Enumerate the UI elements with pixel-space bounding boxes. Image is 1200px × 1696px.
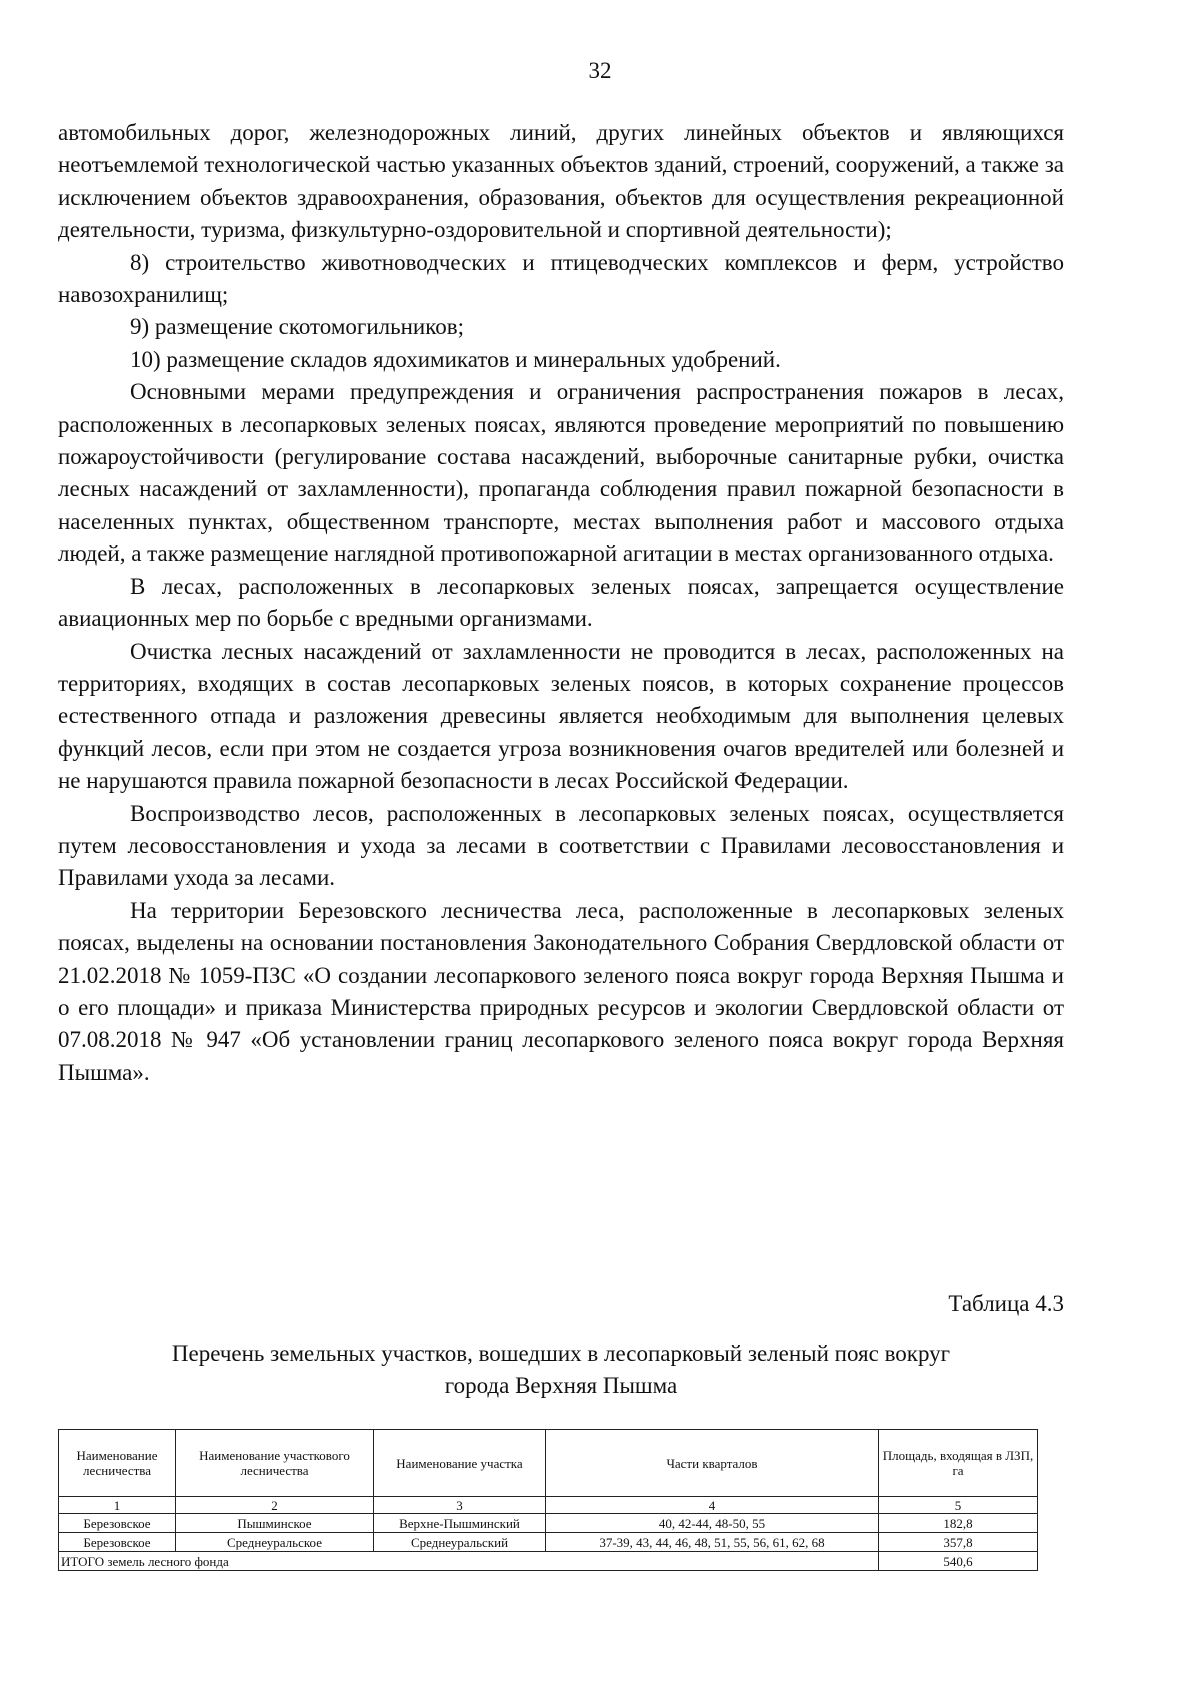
cell-area: 357,8 (879, 1533, 1038, 1552)
table-caption: Таблица 4.3 (948, 1291, 1064, 1316)
table-title (58, 1338, 1064, 1402)
header-forestry: Наименование лесничества (59, 1430, 176, 1497)
cell-district-forestry: Пышминское (176, 1514, 374, 1533)
cell-forestry: Березовское (59, 1514, 176, 1533)
paragraph: автомобильных дорог, железнодорожных линий, других линейных объектов и являющихся неотъемлемой технологической частью указанных объектов зданий, строений, сооружений, а также за исключением объектов здравоохранения, образования, объектов для осуществления рекреационной деятельности, туризма, физкультурно-оздоровительной и спортивной деятельности); (58, 120, 1064, 243)
cell-district-forestry: Среднеуральское (176, 1533, 374, 1552)
column-number: 2 (176, 1497, 374, 1514)
cell-plot: Среднеуральский (374, 1533, 546, 1552)
table-column-numbers-row (59, 1497, 1038, 1514)
column-number: 5 (879, 1497, 1038, 1514)
cell-quarter-parts: 40, 42-44, 48-50, 55 (546, 1514, 879, 1533)
header-area: Площадь, входящая в ЛЗП, га (879, 1430, 1038, 1497)
paragraph: Основными мерами предупреждения и ограничения распространения пожаров в лесах, расположенных в лесопарковых зеленых поясах, являются проведение мероприятий по повышению пожароустойчивости (регулирование состава насаждений, выборочные санитарные рубки, очистка лесных насаждений от захламленности), пропаганда соблюдения правил пожарной безопасности в населенных пунктах, общественном транспорте, местах выполнения работ и массового отдыха людей, а также размещение наглядной противопожарной агитации в местах организованного отдыха. (58, 379, 1064, 567)
table-title-line-1: Перечень земельных участков, вошедших в лесопарковый зеленый пояс вокруг (171, 1341, 951, 1366)
paragraph: В лесах, расположенных в лесопарковых зеленых поясах, запрещается осуществление авиационных мер по борьбе с вредными организмами. (58, 573, 1064, 632)
land-plots-table (58, 1429, 1038, 1571)
body-text (58, 117, 1064, 1089)
cell-quarter-parts: 37-39, 43, 44, 46, 48, 51, 55, 56, 61, 62, 68 (546, 1533, 879, 1552)
cell-forestry: Березовское (59, 1533, 176, 1552)
paragraph: 8) строительство животноводческих и птицеводческих комплексов и ферм, устройство навозохранилищ; (58, 249, 1064, 308)
header-plot: Наименование участка (374, 1430, 546, 1497)
column-number: 3 (374, 1497, 546, 1514)
paragraph: На территории Березовского лесничества леса, расположенные в лесопарковых зеленых поясах, выделены на основании постановления Законодательного Собрания Свердловской области от 21.02.2018 № 1059-ПЗС «О создании лесопаркового зеленого пояса вокруг города Верхняя Пышма и о его площади» и приказа Министерства природных ресурсов и экологии Свердловской области от 07.08.2018 № 947 «Об установлении границ лесопаркового зеленого пояса вокруг города Верхняя Пышма». (58, 897, 1064, 1085)
paragraph: Очистка лесных насаждений от захламленности не проводится в лесах, расположенных на территориях, входящих в состав лесопарковых зеленых поясов, в которых сохранение процессов естественного отпада и разложения древесины является необходимым для выполнения целевых функций лесов, если при этом не создается угроза возникновения очагов вредителей или болезней и не нарушаются правила пожарной безопасности в лесах Российской Федерации. (58, 638, 1064, 794)
paragraph: Воспроизводство лесов, расположенных в лесопарковых зеленых поясах, осуществляется путем лесовосстановления и ухода за лесами в соответствии с Правилами лесовосстановления и Правилами ухода за лесами. (58, 800, 1064, 891)
total-value: 540,6 (879, 1552, 1038, 1571)
table-total-row (59, 1552, 1038, 1571)
table-row (59, 1514, 1038, 1533)
table-row (59, 1533, 1038, 1552)
header-quarter-parts: Части кварталов (546, 1430, 879, 1497)
paragraph: 9) размещение скотомогильников; (130, 314, 464, 340)
column-number: 4 (546, 1497, 879, 1514)
table-title-line-2: города Верхняя Пышма (444, 1373, 678, 1398)
table-header-row (59, 1430, 1038, 1497)
page-number: 32 (588, 58, 612, 83)
column-number: 1 (59, 1497, 176, 1514)
paragraph: 10) размещение складов ядохимикатов и минеральных удобрений. (130, 346, 781, 372)
cell-area: 182,8 (879, 1514, 1038, 1533)
total-label: ИТОГО земель лесного фонда (59, 1552, 879, 1571)
header-district-forestry: Наименование участкового лесничества (176, 1430, 374, 1497)
cell-plot: Верхне-Пышминский (374, 1514, 546, 1533)
